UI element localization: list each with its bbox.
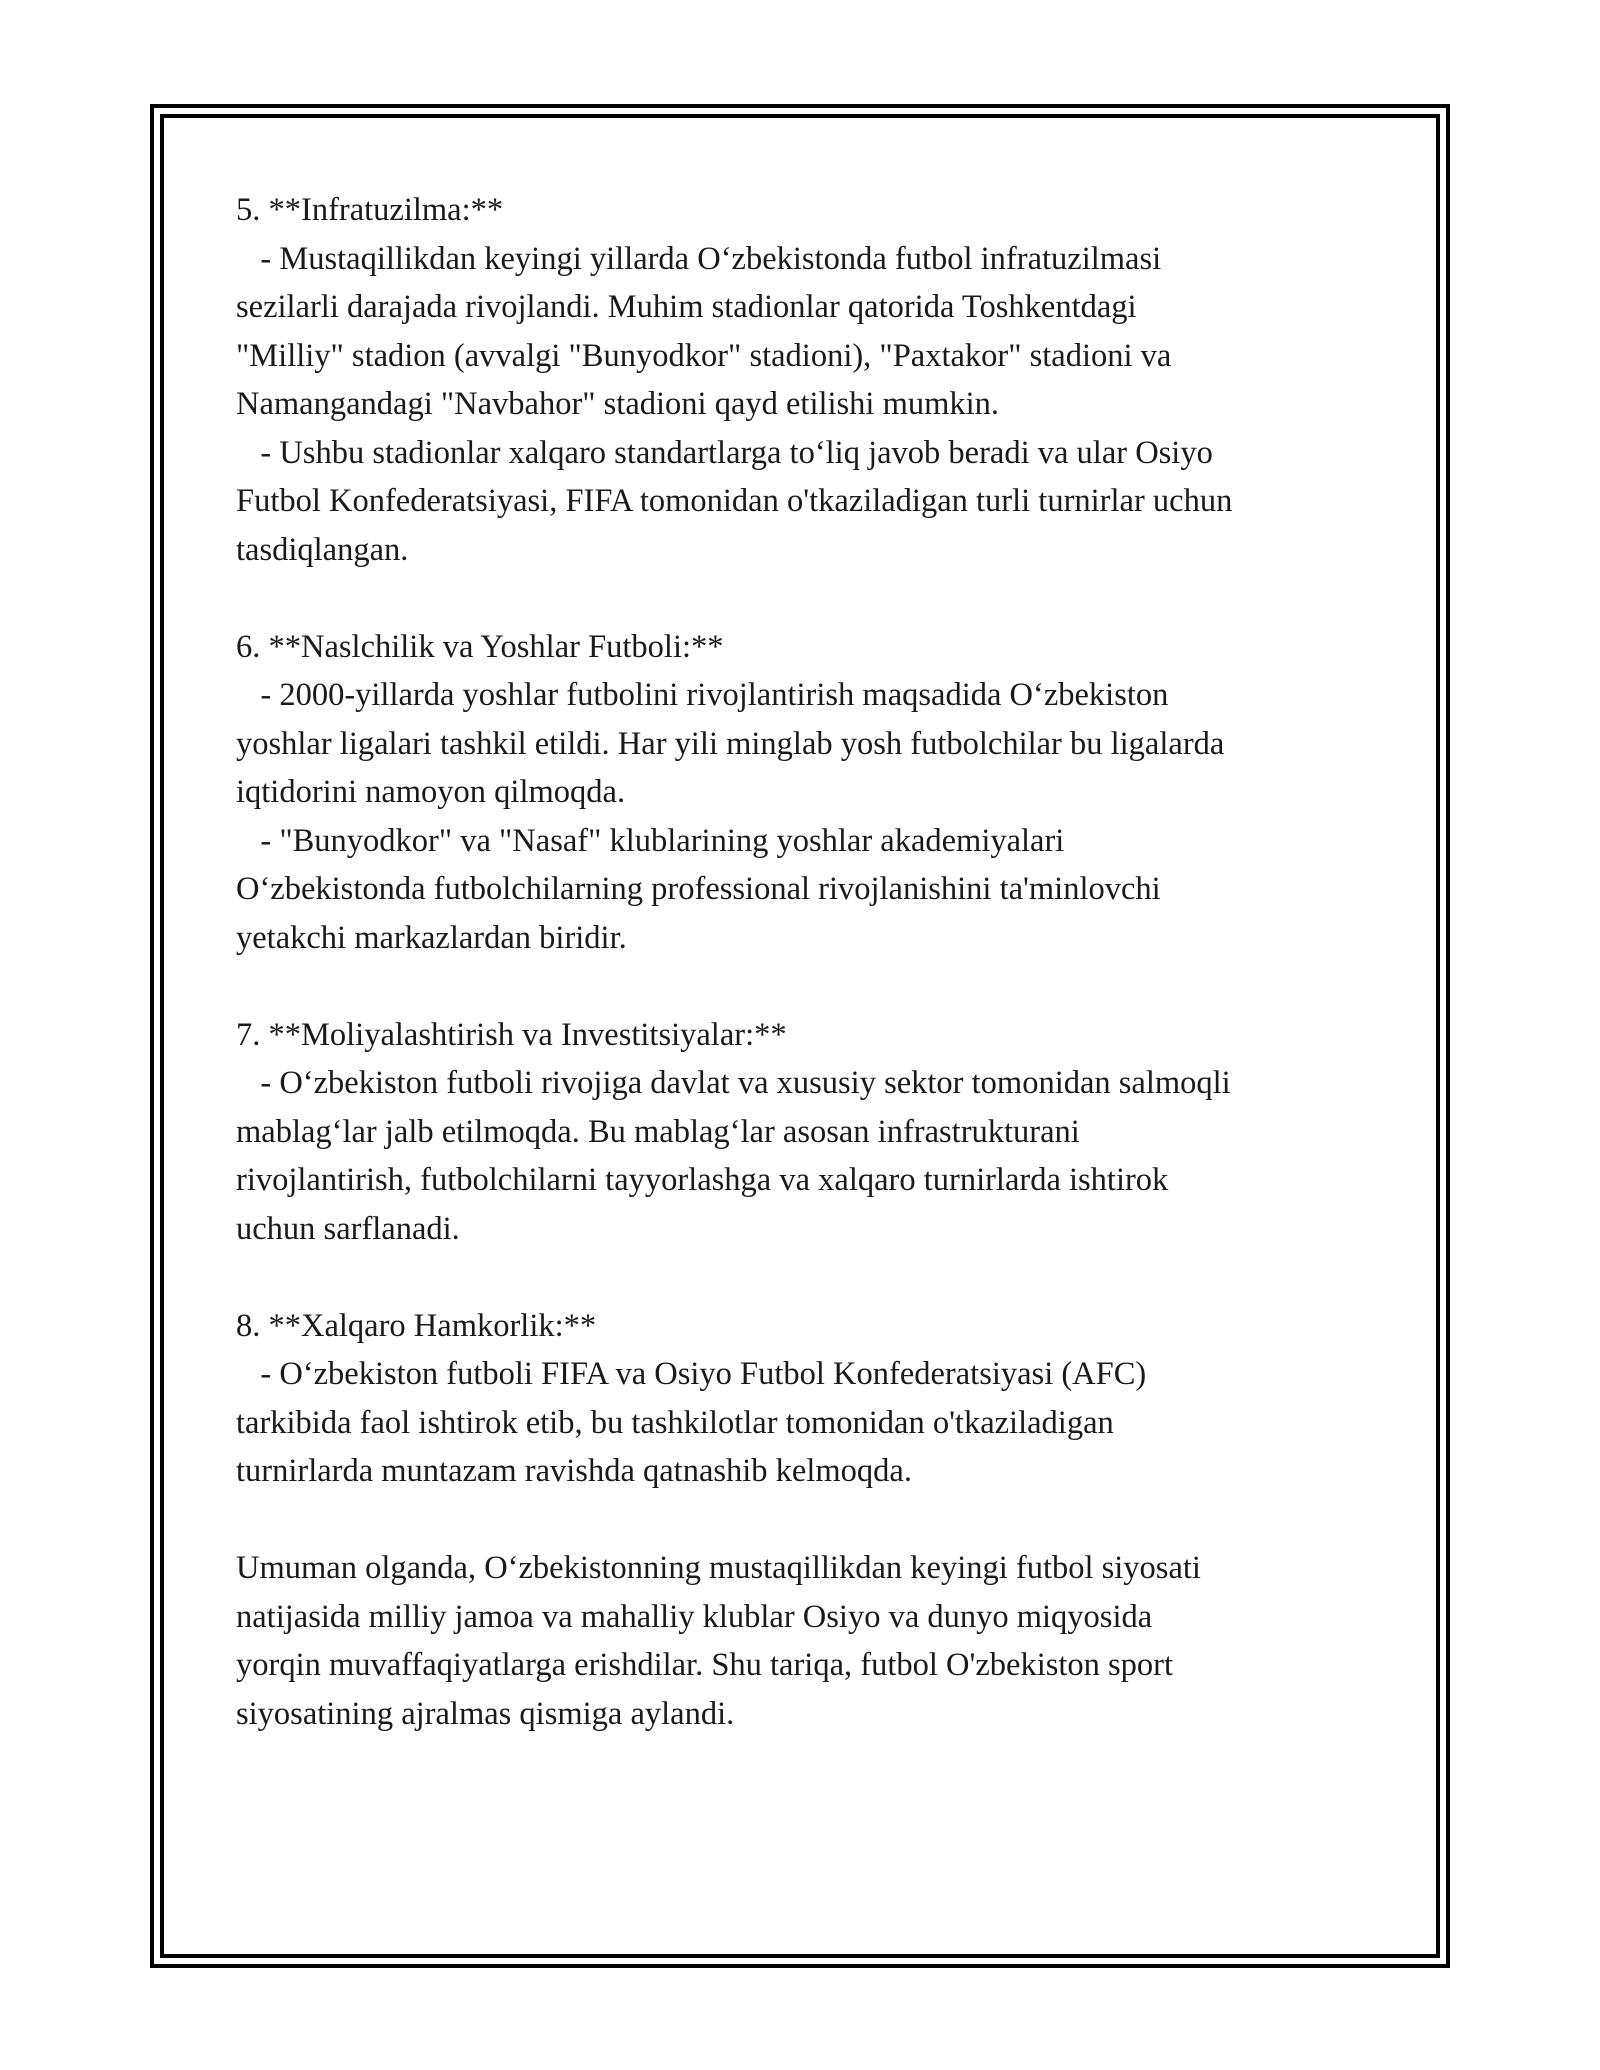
section-line: yoshlar ligalari tashkil etildi. Har yili minglab yosh futbolchilar bu ligalarda xyxy=(236,725,1225,762)
section-line: - Mustaqillikdan keyingi yillarda O‘zbekistonda futbol infratuzilmasi xyxy=(236,240,1162,277)
section-line: rivojlantirish, futbolchilarni tayyorlashga va xalqaro turnirlarda ishtirok xyxy=(236,1162,1169,1198)
section-line: "Milliy" stadion (avvalgi "Bunyodkor" stadioni), "Paxtakor" stadioni va xyxy=(236,337,1172,374)
section-line: - O‘zbekiston futboli FIFA va Osiyo Futbol Konfederatsiyasi (AFC) xyxy=(236,1356,1147,1392)
paragraph-spacer xyxy=(236,962,1406,1011)
section-youth-football xyxy=(236,623,1406,963)
paragraph-spacer xyxy=(236,574,1406,623)
section-line: Futbol Konfederatsiyasi, FIFA tomonidan o'tkaziladigan turli turnirlar uchun xyxy=(236,483,1233,519)
paragraph-spacer xyxy=(236,1496,1406,1545)
section-international-cooperation xyxy=(236,1302,1406,1496)
section-infrastructure xyxy=(236,186,1406,574)
section-line: - 2000-yillarda yoshlar futbolini rivojlantirish maqsadida O‘zbekiston xyxy=(236,677,1169,713)
section-line: - "Bunyodkor" va "Nasaf" klublarining yoshlar akademiyalari xyxy=(236,822,1065,859)
section-line: Namangandagi "Navbahor" stadioni qayd etilishi mumkin. xyxy=(236,386,1000,422)
section-heading: 7. **Moliyalashtirish va Investitsiyalar:** xyxy=(236,1016,787,1053)
conclusion-paragraph xyxy=(236,1544,1406,1738)
section-line: O‘zbekistonda futbolchilarning professional rivojlanishini ta'minlovchi xyxy=(236,871,1161,907)
section-heading: 6. **Naslchilik va Yoshlar Futboli:** xyxy=(236,628,724,665)
section-line: turnirlarda muntazam ravishda qatnashib kelmoqda. xyxy=(236,1453,912,1489)
section-line: sezilarli darajada rivojlandi. Muhim stadionlar qatorida Toshkentdagi xyxy=(236,289,1137,325)
section-line: - O‘zbekiston futboli rivojiga davlat va xususiy sektor tomonidan salmoqli xyxy=(236,1065,1231,1101)
conclusion-line: Umuman olganda, O‘zbekistonning mustaqillikdan keyingi futbol siyosati xyxy=(236,1550,1201,1586)
section-line: yetakchi markazlardan biridir. xyxy=(236,919,627,956)
section-line: iqtidorini namoyon qilmoqda. xyxy=(236,774,626,810)
conclusion-line: yorqin muvaffaqiyatlarga erishdilar. Shu tariqa, futbol O'zbekiston sport xyxy=(236,1647,1174,1683)
paragraph-spacer xyxy=(236,1253,1406,1302)
section-line: tarkibida faol ishtirok etib, bu tashkilotlar tomonidan o'tkaziladigan xyxy=(236,1404,1114,1441)
section-line: tasdiqlangan. xyxy=(236,531,409,568)
section-line: uchun sarflanadi. xyxy=(236,1210,460,1247)
section-financing xyxy=(236,1011,1406,1254)
section-heading: 8. **Xalqaro Hamkorlik:** xyxy=(236,1307,597,1344)
section-line: - Ushbu stadionlar xalqaro standartlarga to‘liq javob beradi va ular Osiyo xyxy=(236,434,1213,471)
conclusion-line: siyosatining ajralmas qismiga aylandi. xyxy=(236,1695,735,1732)
section-heading: 5. **Infratuzilma:** xyxy=(236,192,504,228)
section-line: mablag‘lar jalb etilmoqda. Bu mablag‘lar asosan infrastrukturani xyxy=(236,1113,1080,1150)
conclusion-line: natijasida milliy jamoa va mahalliy klublar Osiyo va dunyo miqyosida xyxy=(236,1598,1153,1635)
document-body xyxy=(236,186,1406,1738)
